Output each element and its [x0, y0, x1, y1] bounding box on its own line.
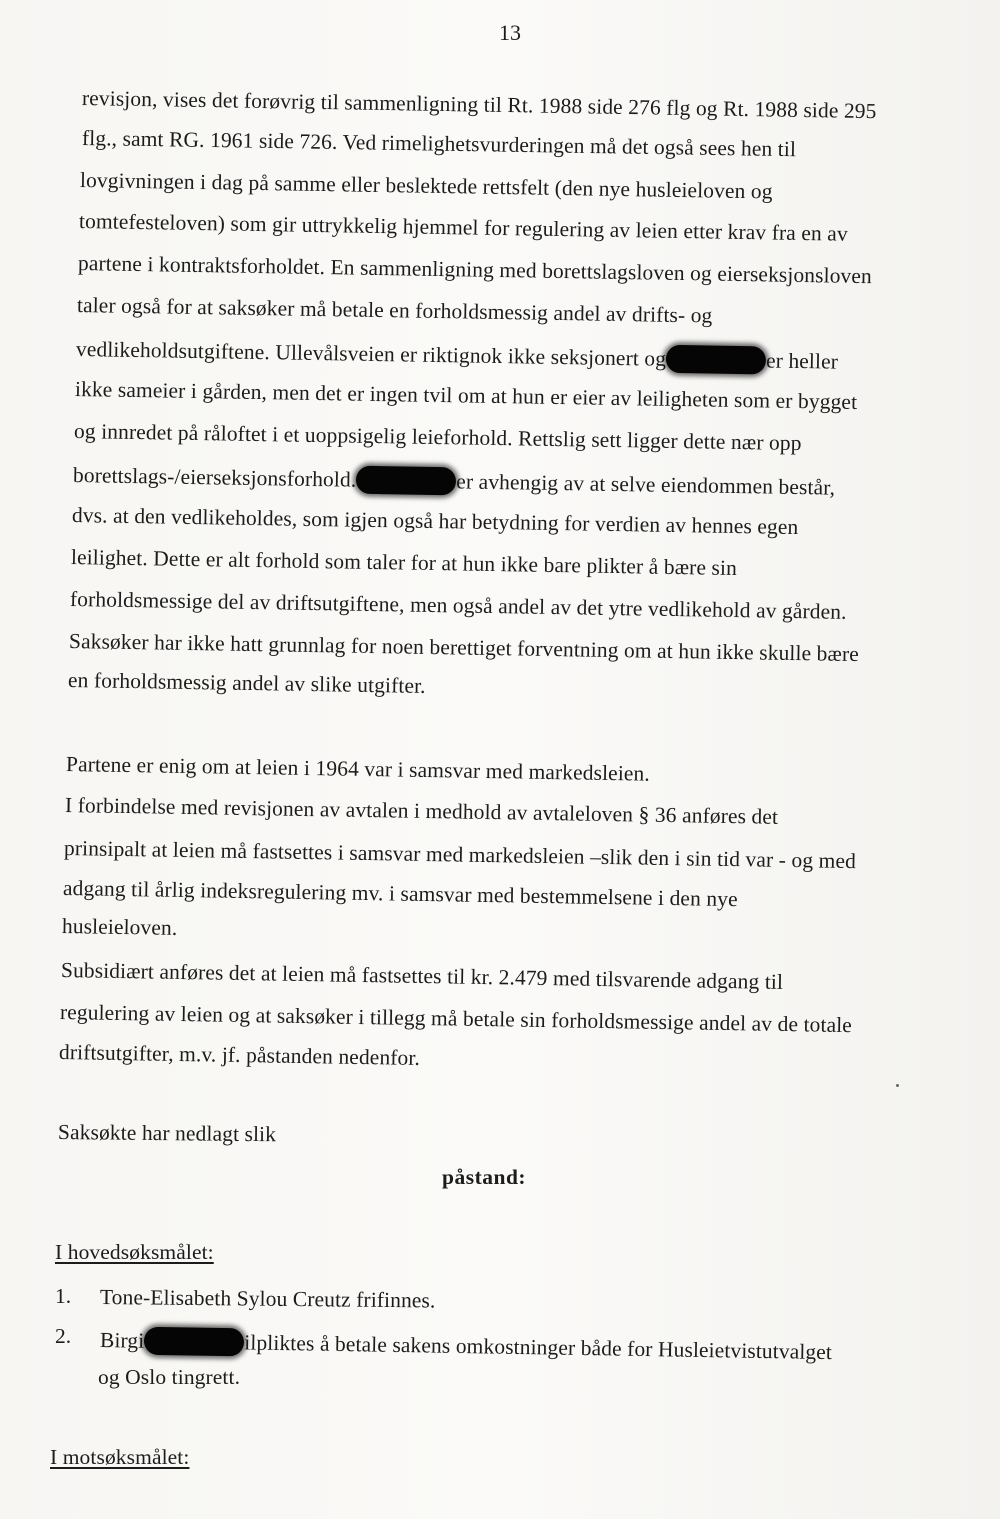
text-line: dvs. at den vedlikeholdes, som igjen også har betydning for verdien av hennes egen	[71, 503, 799, 540]
text-line: partene i kontraktsforholdet. En sammenligning med borettslagsloven og eierseksjonsloven	[77, 251, 873, 289]
text-segment: borettslags-/eierseksjonsforhold.	[72, 463, 357, 492]
scan-speck	[896, 1084, 899, 1087]
text-line: revisjon, vises det forøvrig til sammenligning til Rt. 1988 side 276 flg og Rt. 1988 side 295	[81, 86, 877, 124]
list-item-text: Tone-Elisabeth Sylou Creutz frifinnes.	[99, 1285, 436, 1313]
redaction-mark	[144, 1327, 244, 1357]
text-segment: er avhengig av at selve eiendommen består,	[456, 469, 836, 500]
text-line: Subsidiært anføres det at leien må fastsettes til kr. 2.479 med tilsvarende adgang til	[60, 958, 784, 994]
text-line: Partene er enig om at leien i 1964 var i samsvar med markedsleien.	[65, 752, 651, 786]
list-item-continuation: og Oslo tingrett.	[98, 1365, 241, 1389]
text-line-with-redaction	[76, 335, 838, 376]
text-line: regulering av leien og at saksøker i tillegg må betale sin forholdsmessige andel av de totale	[59, 1000, 853, 1038]
list-number: 2.	[55, 1324, 72, 1348]
redaction-mark	[356, 466, 456, 496]
redaction-mark	[666, 345, 766, 375]
text-line: lovgivningen i dag på samme eller beslektede rettsfelt (den nye husleieloven og	[79, 168, 773, 204]
page-number: 13	[499, 20, 521, 45]
text-line: prinsipalt at leien må fastsettes i samsvar med markedsleien –slik den i sin tid var - og med	[63, 836, 857, 874]
text-line: og innredet på råloftet i et uoppsigelig leieforhold. Rettslig sett ligger dette nær opp	[73, 419, 802, 456]
text-line: I forbindelse med revisjonen av avtalen i medhold av avtaleloven § 36 anføres det	[64, 793, 779, 829]
claim-heading: påstand:	[442, 1165, 527, 1189]
text-segment: ilpliktes å betale sakens omkostninger både for Husleietvistutvalget	[244, 1330, 833, 1365]
main-case-heading: I hovedsøksmålet:	[55, 1240, 214, 1264]
text-line: forholdsmessige del av driftsutgiftene, men også andel av det ytre vedlikehold av gården.	[69, 587, 847, 624]
text-segment: Birgi	[99, 1328, 145, 1353]
text-line: driftsutgifter, m.v. jf. påstanden nedenfor.	[58, 1040, 421, 1070]
text-segment: vedlikeholdsutgiftene. Ullevålsveien er riktignok ikke seksjonert og	[75, 337, 667, 371]
text-line: en forholdsmessig andel av slike utgifter.	[67, 668, 426, 698]
list-number: 1.	[55, 1284, 72, 1308]
claim-intro: Saksøkte har nedlagt slik	[57, 1120, 277, 1147]
text-segment: er heller	[765, 348, 839, 374]
list-item-text-with-redaction	[100, 1326, 832, 1366]
text-line: flg., samt RG. 1961 side 726. Ved rimelighetsvurderingen må det også sees hen til	[81, 126, 797, 162]
text-line: Saksøker har ikke hatt grunnlag for noen berettiget forventning om at hun ikke skulle bære	[68, 629, 860, 667]
text-line: husleieloven.	[61, 914, 178, 940]
text-line-with-redaction	[73, 461, 836, 502]
text-line: tomtefesteloven) som gir uttrykkelig hjemmel for regulering av leien etter krav fra en av	[78, 209, 848, 246]
text-line: leilighet. Dette er alt forhold som taler for at hun ikke bare plikter å bære sin	[70, 545, 738, 581]
text-line: taler også for at saksøker må betale en forholdsmessig andel av drifts- og	[76, 293, 713, 328]
text-line: ikke sameier i gården, men det er ingen tvil om at hun er eier av leiligheten som er bygget	[74, 377, 858, 414]
counter-case-heading: I motsøksmålet:	[50, 1445, 190, 1469]
text-line: adgang til årlig indeksregulering mv. i samsvar med bestemmelsene i den nye	[62, 876, 738, 912]
